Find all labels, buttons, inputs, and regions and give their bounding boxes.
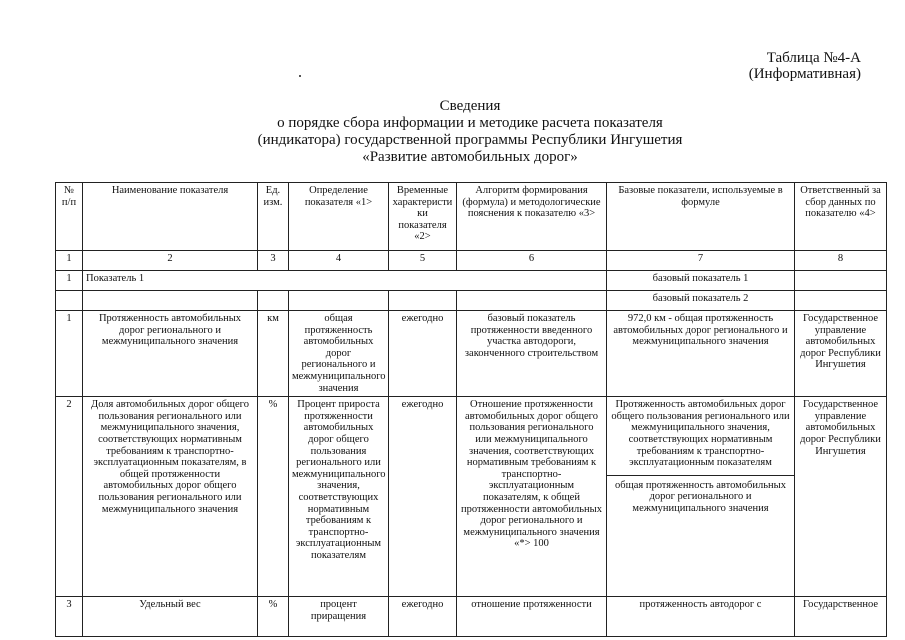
header-cell-base: Базовые показатели, используемые в формуле xyxy=(607,183,795,251)
indicator-num: 1 xyxy=(56,271,83,291)
header-cell-name: Наименование показателя xyxy=(83,183,258,251)
row-name: Протяженность автомобильных дорог регионального и межмуниципального значения xyxy=(83,311,258,397)
column-number: 2 xyxy=(83,251,258,271)
table-row xyxy=(56,397,887,597)
empty-cell xyxy=(83,291,258,311)
row-name: Удельный вес xyxy=(83,597,258,637)
table-row xyxy=(56,311,887,397)
empty-cell xyxy=(457,291,607,311)
empty-cell xyxy=(389,291,457,311)
column-number: 5 xyxy=(389,251,457,271)
row-base: протяженность автодорог с xyxy=(607,597,795,637)
indicator-table xyxy=(55,182,887,637)
indicator-row-2 xyxy=(56,291,887,311)
column-number: 3 xyxy=(258,251,289,271)
header-cell-responsible: Ответственный за сбор данных по показателю «4> xyxy=(795,183,887,251)
empty-cell xyxy=(56,291,83,311)
row-responsible: Государственное управление автомобильных дорог Республики Ингушетия xyxy=(795,397,887,597)
column-number-row xyxy=(56,251,887,271)
row-time: ежегодно xyxy=(389,597,457,637)
column-number: 8 xyxy=(795,251,887,271)
empty-cell xyxy=(795,291,887,311)
header-cell-time: Временные характеристи ки показателя «2> xyxy=(389,183,457,251)
row-responsible: Государственное xyxy=(795,597,887,637)
table-caption xyxy=(749,50,861,82)
header-cell-algorithm: Алгоритм формирования (формула) и методологические пояснения к показателю «3> xyxy=(457,183,607,251)
header-cell-definition: Определение показателя «1> xyxy=(289,183,389,251)
scan-speck xyxy=(299,75,301,77)
row-algorithm: базовый показатель протяженности введенного участка автодороги, законченного строительством xyxy=(457,311,607,397)
row-responsible: Государственное управление автомобильных дорог Республики Ингушетия xyxy=(795,311,887,397)
indicator-base-2: базовый показатель 2 xyxy=(607,291,795,311)
empty-cell xyxy=(795,271,887,291)
table-header-row xyxy=(56,183,887,251)
indicator-base-1: базовый показатель 1 xyxy=(607,271,795,291)
table-label: Таблица №4-А xyxy=(766,50,861,66)
row-definition: процент приращения xyxy=(289,597,389,637)
column-number: 1 xyxy=(56,251,83,271)
row-base-a: Протяженность автомобильных дорог общего пользования регионального или межмуниципального значения, соответствующих нормативным требованиям к транспортно-эксплуатационным показателям xyxy=(611,399,790,469)
row-num: 1 xyxy=(56,311,83,397)
row-definition: общая протяженность автомобильных дорог регионального и межмуниципального значения xyxy=(289,311,389,397)
empty-cell xyxy=(258,291,289,311)
row-base-cell xyxy=(607,397,795,597)
row-base-b: общая протяженность автомобильных дорог регионального и межмуниципального значения xyxy=(607,475,794,515)
indicator-row xyxy=(56,271,887,291)
row-unit: км xyxy=(258,311,289,397)
row-time: ежегодно xyxy=(389,397,457,597)
title-line-2: о порядке сбора информации и методике расчета показателя xyxy=(277,115,663,131)
title-line-3: (индикатора) государственной программы Республики Ингушетия xyxy=(257,132,683,148)
document-title xyxy=(200,98,740,166)
row-base: 972,0 км - общая протяженность автомобильных дорог регионального и межмуниципального значения xyxy=(607,311,795,397)
column-number: 6 xyxy=(457,251,607,271)
header-cell-num: № п/п xyxy=(56,183,83,251)
table-note: (Информативная) xyxy=(748,66,861,82)
column-number: 7 xyxy=(607,251,795,271)
row-num: 3 xyxy=(56,597,83,637)
row-name: Доля автомобильных дорог общего пользования регионального или межмуниципального значения, соответствующих нормативным требованиям к транспортно-эксплуатационным показателям, в общей протяженности автомобильных дорог общего пользования регионального или межмуниципального значения xyxy=(83,397,258,597)
header-cell-unit: Ед. изм. xyxy=(258,183,289,251)
title-line-1: Сведения xyxy=(439,98,501,114)
row-definition: Процент прироста протяженности автомобильных дорог общего пользования регионального или межмуниципального значения, соответствующих нормативным требованиям к транспортно-эксплуатационным показателям xyxy=(289,397,389,597)
table-row xyxy=(56,597,887,637)
row-algorithm: Отношение протяженности автомобильных дорог общего пользования регионального или межмуниципального значения, соответствующих нормативным требованиям к транспортно-эксплуатационным показателям, к общей протяженности автомобильных дорог регионального и межмуниципального значения «*> 100 xyxy=(457,397,607,597)
indicator-name: Показатель 1 xyxy=(83,271,607,291)
column-number: 4 xyxy=(289,251,389,271)
row-num: 2 xyxy=(56,397,83,597)
row-time: ежегодно xyxy=(389,311,457,397)
empty-cell xyxy=(289,291,389,311)
row-unit: % xyxy=(258,597,289,637)
title-line-4: «Развитие автомобильных дорог» xyxy=(362,149,578,165)
row-algorithm: отношение протяженности xyxy=(457,597,607,637)
row-unit: % xyxy=(258,397,289,597)
